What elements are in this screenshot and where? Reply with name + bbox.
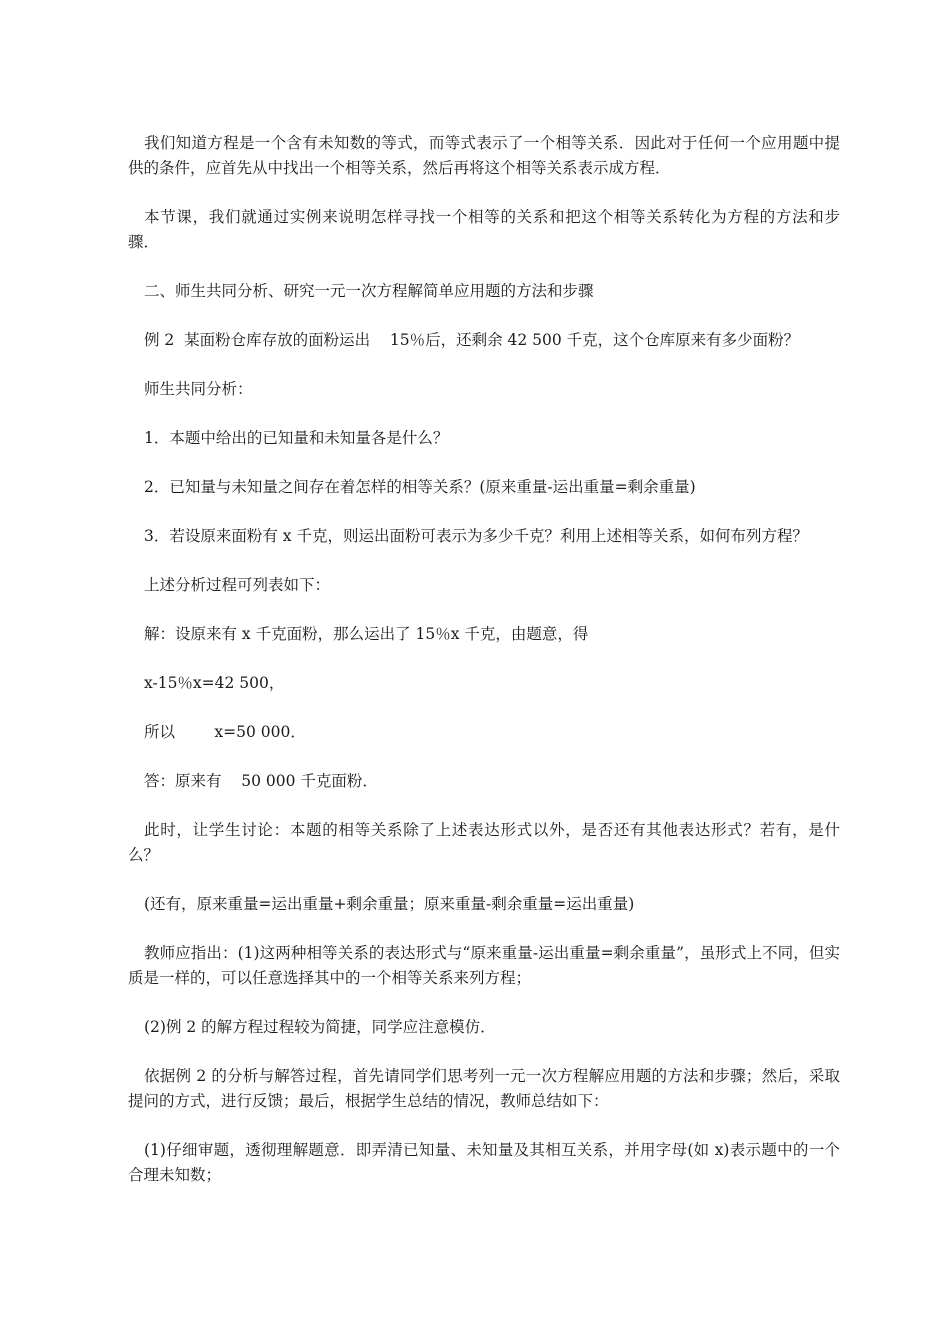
paragraph-intro-equation: 我们知道方程是一个含有未知数的等式，而等式表示了一个相等关系．因此对于任何一个应用题中提供的条件，应首先从中找出一个相等关系，然后再将这个相等关系表示成方程． [128,134,840,177]
paragraph-lesson-goal: 本节课，我们就通过实例来说明怎样寻找一个相等的关系和把这个相等关系转化为方程的方法和步骤． [128,208,840,251]
example-2-problem: 例 2 某面粉仓库存放的面粉运出 15％后，还剩余 42 500 千克，这个仓库原来有多少面粉？ [144,331,800,349]
solution-setup: 解：设原来有 x 千克面粉，那么运出了 15％x 千克，由题意，得 [144,625,589,643]
document-body [128,131,840,1212]
analysis-table-intro: 上述分析过程可列表如下： [144,576,331,594]
discussion-answer: (还有，原来重量=运出重量+剩余重量；原来重量-剩余重量=运出重量) [144,895,635,913]
question-3: 3．若设原来面粉有 x 千克，则运出面粉可表示为多少千克？利用上述相等关系，如何布列方程？ [144,527,808,545]
teacher-note-1: 教师应指出：(1)这两种相等关系的表达形式与“原来重量-运出重量=剩余重量”，虽形式上不同，但实质是一样的，可以任意选择其中的一个相等关系来列方程； [128,944,840,987]
solution-answer: 答：原来有 50 000 千克面粉． [144,772,378,790]
discussion-prompt: 此时，让学生讨论：本题的相等关系除了上述表达形式以外，是否还有其他表达形式？若有，是什么？ [128,821,840,864]
method-summary-intro: 依据例 2 的分析与解答过程，首先请同学们思考列一元一次方程解应用题的方法和步骤；然后，采取提问的方式，进行反馈；最后，根据学生总结的情况，教师总结如下： [128,1067,840,1110]
solution-equation: x-15％x=42 500， [144,674,285,692]
question-2: 2．已知量与未知量之间存在着怎样的相等关系？(原来重量-运出重量=剩余重量) [144,478,696,496]
method-step-1: (1)仔细审题，透彻理解题意．即弄清已知量、未知量及其相互关系，并用字母(如 x)表示题中的一个合理未知数； [128,1141,840,1184]
solution-result: 所以 x=50 000． [144,723,306,741]
analysis-heading: 师生共同分析： [144,380,253,398]
question-1: 1．本题中给出的已知量和未知量各是什么？ [144,429,449,447]
section-heading: 二、师生共同分析、研究一元一次方程解简单应用题的方法和步骤 [144,282,594,300]
teacher-note-2: (2)例 2 的解方程过程较为简捷，同学应注意模仿． [144,1018,496,1036]
